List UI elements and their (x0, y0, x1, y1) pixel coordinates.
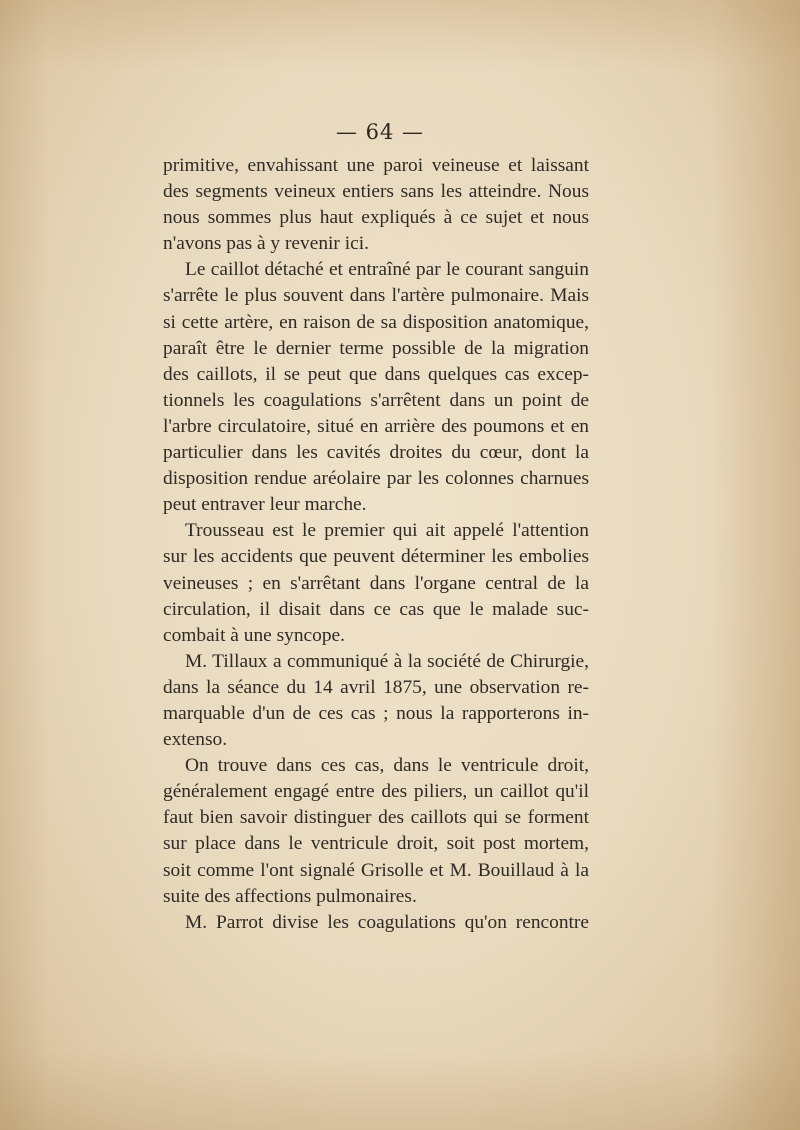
text-line: veineuses ; en s'arrêtant dans l'organe central de la (163, 572, 589, 594)
text-line: généralement engagé entre des piliers, un caillot qu'il (163, 781, 589, 803)
text-line: si cette artère, en raison de sa disposition anatomique, (163, 311, 589, 333)
paper-stain-left (0, 0, 50, 1130)
text-line: faut bien savoir distinguer des caillots qui se forment (163, 807, 589, 829)
paper-stain-right (710, 0, 800, 1130)
text-line: On trouve dans ces cas, dans le ventricule droit, (185, 755, 589, 777)
text-line: dans la séance du 14 avril 1875, une observation re- (163, 676, 589, 698)
text-line: combait à une syncope. (163, 624, 345, 646)
text-line: des segments veineux entiers sans les atteindre. Nous (163, 181, 589, 203)
text-line: extenso. (163, 729, 228, 751)
text-line: sur place dans le ventricule droit, soit post mortem, (163, 833, 589, 855)
text-line: nous sommes plus haut expliqués à ce sujet et nous (163, 207, 589, 229)
text-line: tionnels les coagulations s'arrêtent dans un point de (163, 389, 589, 411)
text-line: marquable d'un de ces cas ; nous la rapporterons in- (163, 702, 589, 724)
paper-stain-bottom (0, 1050, 800, 1130)
paper-stain-top (0, 0, 800, 70)
text-line: sur les accidents que peuvent déterminer les embolies (163, 546, 589, 568)
text-line: peut entraver leur marche. (163, 494, 367, 516)
page-number: — 64 — (335, 120, 425, 144)
text-line: particulier dans les cavités droites du cœur, dont la (163, 442, 589, 464)
text-line: primitive, envahissant une paroi veineuse et laissant (163, 155, 589, 176)
text-line: circulation, il disait dans ce cas que le malade suc- (163, 598, 589, 620)
text-line: s'arrête le plus souvent dans l'artère pulmonaire. Mais (163, 285, 589, 307)
text-line: soit comme l'ont signalé Grisolle et M. Bouillaud à la (163, 859, 589, 881)
text-line: Le caillot détaché et entraîné par le courant sanguin (185, 259, 589, 281)
text-line: M. Tillaux a communiqué à la société de Chirurgie, (185, 650, 589, 672)
text-line: disposition rendue aréolaire par les colonnes charnues (163, 468, 589, 490)
text-line: M. Parrot divise les coagulations qu'on rencontre (185, 911, 589, 933)
text-line: paraît être le dernier terme possible de la migration (163, 337, 589, 359)
text-line: l'arbre circulatoire, situé en arrière des poumons et en (163, 415, 589, 437)
text-line: suite des affections pulmonaires. (163, 885, 417, 907)
text-line: Trousseau est le premier qui ait appelé l'attention (185, 520, 589, 542)
body-text (163, 153, 589, 936)
text-line: n'avons pas à y revenir ici. (163, 233, 369, 255)
text-line: des caillots, il se peut que dans quelques cas excep- (163, 363, 589, 385)
